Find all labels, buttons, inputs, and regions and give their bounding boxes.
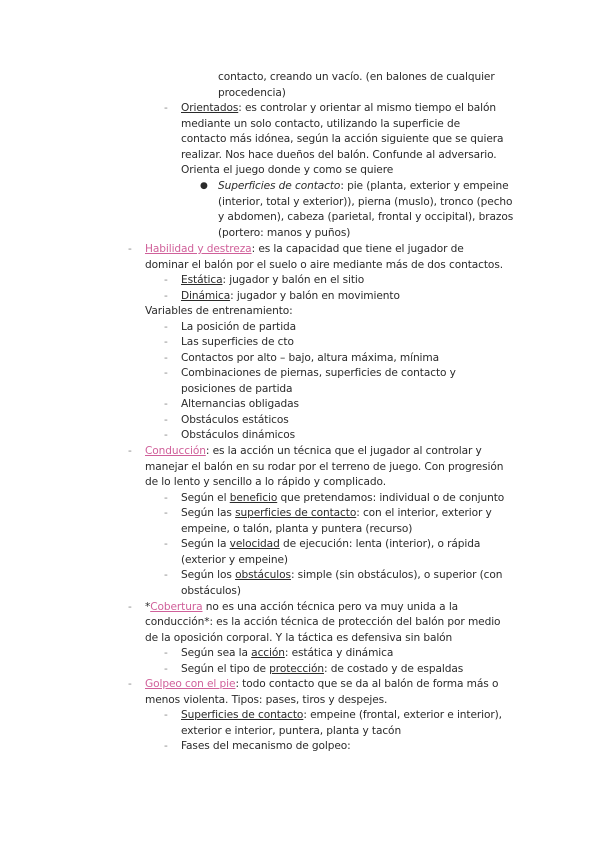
dash-bullet: - — [128, 678, 132, 690]
term-conduccion: Conducción — [145, 445, 206, 457]
dash-bullet: - — [164, 336, 168, 348]
list-item: Las superficies de cto — [181, 336, 294, 348]
text-line: mediante un solo contacto, utilizando la superficie de — [181, 118, 461, 130]
list-item: La posición de partida — [181, 321, 297, 333]
list-item: Combinaciones de piernas, superficies de contacto y — [181, 367, 456, 379]
text-line: *Cobertura no es una acción técnica pero va muy unida a la — [145, 601, 459, 613]
text-line: Conducción: es la acción un técnica que el jugador al controlar y — [145, 445, 482, 457]
text-line: (portero: manos y puños) — [218, 227, 351, 239]
text-line: Estática: jugador y balón en el sitio — [181, 274, 365, 286]
list-item: Contactos por alto – bajo, altura máxima, mínima — [181, 352, 440, 364]
list-item: Según las superficies de contacto: con el interior, exterior y — [181, 507, 492, 519]
dash-bullet: - — [164, 429, 168, 441]
list-item: (exterior y empeine) — [181, 554, 288, 566]
text-line: Superficies de contacto: pie (planta, exterior y empeine — [218, 180, 509, 192]
text-line: Orientados: es controlar y orientar al mismo tiempo el balón — [181, 102, 496, 114]
term-habilidad: Habilidad y destreza — [145, 243, 252, 255]
dash-bullet: - — [164, 492, 168, 504]
list-item: Obstáculos dinámicos — [181, 429, 296, 441]
text-line: de la oposición corporal. Y la táctica es defensiva sin balón — [145, 632, 453, 644]
text-line: contacto, creando un vacío. (en balones de cualquier — [218, 71, 495, 83]
dash-bullet: - — [164, 538, 168, 550]
list-item: Según el tipo de protección: de costado y de espaldas — [181, 663, 464, 675]
list-item: Superficies de contacto: empeine (frontal, exterior e interior), — [181, 709, 502, 721]
dash-bullet: - — [164, 709, 168, 721]
list-item: empeine, o talón, planta y puntera (recurso) — [181, 523, 413, 535]
text-line: dominar el balón por el suelo o aire mediante más de dos contactos. — [145, 259, 504, 271]
dash-bullet: - — [164, 740, 168, 752]
text-line: Dinámica: jugador y balón en movimiento — [181, 290, 400, 302]
list-item: Obstáculos estáticos — [181, 414, 289, 426]
text-line: contacto más idónea, según la acción siguiente que se quiera — [181, 133, 504, 145]
text-line: menos violenta. Tipos: pases, tiros y despejes. — [145, 694, 388, 706]
dash-bullet: - — [128, 243, 132, 255]
dash-bullet: - — [164, 290, 168, 302]
dash-bullet: - — [164, 569, 168, 581]
text-line: Golpeo con el pie: todo contacto que se da al balón de forma más o — [145, 678, 499, 690]
list-item: posiciones de partida — [181, 383, 293, 395]
list-item: exterior e interior, puntera, planta y tacón — [181, 725, 402, 737]
dash-bullet: - — [164, 507, 168, 519]
dash-bullet: - — [128, 601, 132, 613]
list-item: Según sea la acción: estática y dinámica — [181, 647, 394, 659]
text-line: de lo lento y sencillo a lo rápido y complicado. — [145, 476, 386, 488]
dash-bullet: - — [164, 414, 168, 426]
text-line: realizar. Nos hace dueños del balón. Confunde al adversario. — [181, 149, 497, 161]
text-line: manejar el balón en su rodar por el terreno de juego. Con progresión — [145, 461, 504, 473]
dash-bullet: - — [164, 274, 168, 286]
term-cobertura: Cobertura — [150, 601, 203, 613]
text-line: (interior, total y exterior)), pierna (muslo), tronco (pecho — [218, 196, 513, 208]
term-orientados: Orientados — [181, 102, 239, 114]
dash-bullet: - — [164, 321, 168, 333]
list-item: Alternancias obligadas — [181, 398, 299, 410]
text-line: conducción*: es la acción técnica de protección del balón por medio — [145, 616, 501, 628]
dash-bullet: - — [164, 398, 168, 410]
term-superficies: Superficies de contacto — [218, 180, 341, 192]
text-line: Habilidad y destreza: es la capacidad que tiene el jugador de — [145, 243, 464, 255]
text-line: y abdomen), cabeza (parietal, frontal y occipital), brazos — [218, 211, 514, 223]
text-line: procedencia) — [218, 87, 286, 99]
dash-bullet: - — [164, 367, 168, 379]
list-item: obstáculos) — [181, 585, 241, 597]
list-item: Según la velocidad de ejecución: lenta (interior), o rápida — [181, 538, 481, 550]
list-item: Fases del mecanismo de golpeo: — [181, 740, 351, 752]
term-golpeo: Golpeo con el pie — [145, 678, 236, 690]
dash-bullet: - — [164, 352, 168, 364]
circle-bullet-icon: ● — [200, 181, 208, 191]
list-item: Según el beneficio que pretendamos: individual o de conjunto — [181, 492, 505, 504]
list-item: Según los obstáculos: simple (sin obstáculos), o superior (con — [181, 569, 503, 581]
text-line: Orienta el juego donde y como se quiere — [181, 164, 394, 176]
section-label: Variables de entrenamiento: — [145, 305, 293, 317]
dash-bullet: - — [164, 663, 168, 675]
dash-bullet: - — [164, 647, 168, 659]
dash-bullet: - — [164, 102, 168, 114]
dash-bullet: - — [128, 445, 132, 457]
